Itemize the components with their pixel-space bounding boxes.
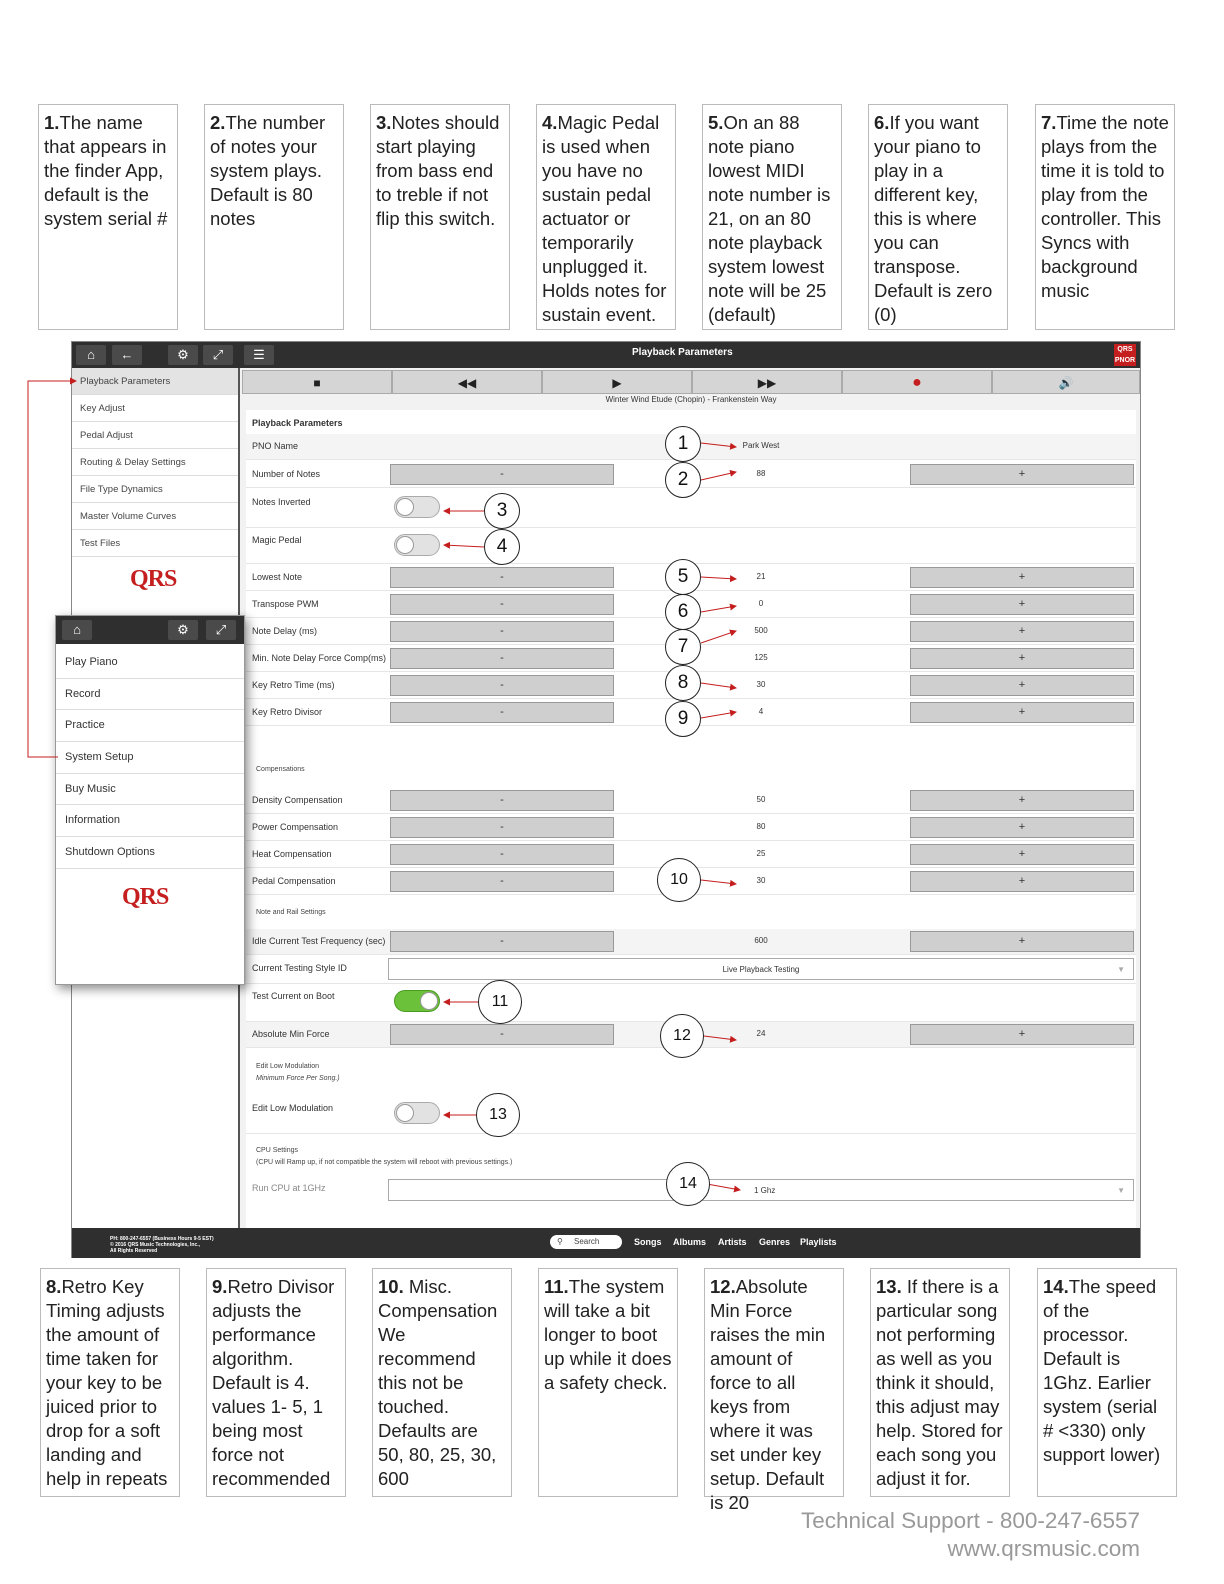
edit-low-subheader: Minimum Force Per Song.) <box>256 1075 340 1082</box>
callout-8: 8 <box>665 665 701 701</box>
increment-button[interactable]: + <box>910 648 1134 669</box>
row-label: Min. Note Delay Force Comp(ms) <box>252 653 387 663</box>
increment-button[interactable]: + <box>910 931 1134 952</box>
pno-name-label: PNO Name <box>252 441 299 451</box>
sidebar-item-key-adjust[interactable]: Key Adjust <box>72 395 238 422</box>
note-7: 7.Time the note plays from the time it is told to play from the controller. This Syncs with background music <box>1035 104 1175 330</box>
nav-playlists[interactable]: Playlists <box>800 1237 837 1247</box>
menu-item-information[interactable]: Information <box>56 805 244 837</box>
test-current-boot-toggle[interactable] <box>394 990 440 1012</box>
increment-button[interactable]: + <box>910 1024 1134 1045</box>
chevron-down-icon: ▼ <box>1117 965 1125 974</box>
menu-item-record[interactable]: Record <box>56 679 244 711</box>
note-1: 1.The name that appears in the finder App, default is the system serial # <box>38 104 178 330</box>
decrement-button[interactable]: - <box>390 594 614 615</box>
search-icon: ⚲ <box>557 1237 563 1246</box>
row-value: 125 <box>754 653 768 662</box>
increment-button[interactable]: + <box>910 621 1134 642</box>
row-label: Test Current on Boot <box>252 991 335 1001</box>
note-3: 3.Notes should start playing from bass end to treble if not flip this switch. <box>370 104 510 330</box>
callout-9: 9 <box>665 701 701 737</box>
sidebar-item-file-type[interactable]: File Type Dynamics <box>72 476 238 503</box>
cpu-subheader: (CPU will Ramp up, if not compatible the system will reboot with previous settings.) <box>256 1159 513 1166</box>
magic-pedal-toggle[interactable] <box>394 534 440 556</box>
row-value: 24 <box>756 1029 766 1038</box>
search-placeholder: Search <box>574 1237 600 1246</box>
callout-3: 3 <box>484 493 520 529</box>
edit-low-modulation-row <box>246 1096 1136 1134</box>
support-website[interactable]: www.qrsmusic.com <box>947 1536 1140 1561</box>
home-icon[interactable]: ⌂ <box>76 345 106 365</box>
callout-10: 10 <box>657 858 701 902</box>
select-value: Live Playback Testing <box>722 965 800 974</box>
gear-icon[interactable]: ⚙ <box>168 345 198 365</box>
testing-style-row <box>246 956 1136 984</box>
top-toolbar <box>72 342 1140 368</box>
main-content <box>242 368 1140 1228</box>
nav-artists[interactable]: Artists <box>718 1237 747 1247</box>
increment-button[interactable]: + <box>910 871 1134 892</box>
cpu-select[interactable] <box>388 1179 1134 1201</box>
row-label: Edit Low Modulation <box>252 1103 334 1113</box>
nav-genres[interactable]: Genres <box>759 1237 791 1247</box>
callout-2: 2 <box>665 462 701 498</box>
callout-5: 5 <box>665 559 701 595</box>
cpu-header: CPU Settings <box>256 1147 299 1154</box>
decrement-button[interactable]: - <box>390 464 614 485</box>
callout-13: 13 <box>476 1093 520 1137</box>
row-label: Number of Notes <box>252 469 321 479</box>
row-label: Magic Pedal <box>252 535 302 545</box>
play-button[interactable]: ▶ <box>542 370 692 394</box>
note-5: 5.On an 88 note piano lowest MIDI note number is 21, on an 80 note playback system lowest note will be 25 (default) <box>702 104 842 330</box>
footer-contact <box>110 1236 214 1254</box>
footer-line: All Rights Reserved <box>110 1248 158 1254</box>
bottom-nav <box>72 1228 1140 1258</box>
fast-forward-button[interactable]: ▶▶ <box>692 370 842 394</box>
increment-button[interactable]: + <box>910 567 1134 588</box>
stop-button[interactable]: ■ <box>242 370 392 394</box>
gear-icon[interactable]: ⚙ <box>168 620 198 640</box>
row-label: Density Compensation <box>252 795 343 805</box>
decrement-button[interactable]: - <box>390 817 614 838</box>
row-value: 600 <box>754 936 768 945</box>
menu-item-practice[interactable]: Practice <box>56 710 244 742</box>
decrement-button[interactable]: - <box>390 931 614 952</box>
idle-current-row <box>246 929 1136 955</box>
menu-item-buy-music[interactable]: Buy Music <box>56 774 244 806</box>
note-8: 8.Retro Key Timing adjusts the amount of time taken for your key to be juiced prior to drop for a soft landing and help in repeats <box>40 1268 180 1497</box>
row-value: 30 <box>756 680 766 689</box>
row-label: Lowest Note <box>252 572 303 582</box>
edit-low-header: Edit Low Modulation <box>256 1063 320 1070</box>
nav-albums[interactable]: Albums <box>673 1237 707 1247</box>
parameters-panel <box>246 410 1136 1228</box>
row-label: Absolute Min Force <box>252 1029 330 1039</box>
row-label: Notes Inverted <box>252 497 311 507</box>
sidebar-item-volume-curves[interactable]: Master Volume Curves <box>72 503 238 530</box>
callout-6: 6 <box>665 594 701 630</box>
increment-button[interactable]: + <box>910 790 1134 811</box>
technical-support <box>800 1507 1140 1563</box>
callout-12: 12 <box>660 1014 704 1058</box>
song-title: Winter Wind Etude (Chopin) - Frankenstein Way <box>605 395 777 404</box>
callout-1: 1 <box>665 426 701 462</box>
decrement-button[interactable]: - <box>390 790 614 811</box>
callout-7: 7 <box>665 629 701 665</box>
decrement-button[interactable]: - <box>390 844 614 865</box>
record-button[interactable]: ● <box>842 370 992 394</box>
note-12: 12.Absolute Min Force raises the min amount of force to all keys from where it was set under key setup. Default is 20 <box>704 1268 844 1497</box>
row-value: 500 <box>754 626 768 635</box>
decrement-button[interactable]: - <box>390 675 614 696</box>
menu-icon[interactable]: ☰ <box>244 345 274 365</box>
row-value: 80 <box>756 822 766 831</box>
increment-button[interactable]: + <box>910 594 1134 615</box>
row-label: Idle Current Test Frequency (sec) <box>252 936 386 946</box>
notes-inverted-toggle[interactable] <box>394 496 440 518</box>
decrement-button[interactable]: - <box>390 648 614 669</box>
note-4: 4.Magic Pedal is used when you have no sustain pedal actuator or temporarily unplugged it. Holds notes for sustain event. <box>536 104 676 330</box>
row-value: 4 <box>758 707 764 716</box>
sidebar-item-routing[interactable]: Routing & Delay Settings <box>72 449 238 476</box>
popup-toolbar <box>56 616 244 644</box>
compensations-header: Compensations <box>256 766 305 773</box>
fullscreen-icon[interactable]: ⤢ <box>206 620 236 640</box>
row-label: Run CPU at 1GHz <box>252 1183 326 1193</box>
row-label: Heat Compensation <box>252 849 332 859</box>
qrs-logo: QRS <box>130 566 177 592</box>
select-value: 1 Ghz <box>754 1186 776 1195</box>
home-icon[interactable]: ⌂ <box>62 620 92 640</box>
decrement-button[interactable]: - <box>390 702 614 723</box>
pno-name-value[interactable]: Park West <box>742 441 780 450</box>
note-13: 13. If there is a particular song not performing as well as you think it should, this adjust may help. Stored for each song you adjust it for. <box>870 1268 1010 1497</box>
app-title: Playback Parameters <box>632 347 733 358</box>
density-compensation-row <box>246 788 1136 814</box>
edit-low-modulation-toggle[interactable] <box>394 1102 440 1124</box>
rewind-button[interactable]: ◀◀ <box>392 370 542 394</box>
callout-14: 14 <box>666 1162 710 1206</box>
callout-4: 4 <box>484 529 520 565</box>
nav-songs[interactable]: Songs <box>634 1237 662 1247</box>
decrement-button[interactable]: - <box>390 871 614 892</box>
callout-11: 11 <box>478 980 522 1024</box>
back-icon[interactable]: ← <box>112 345 142 365</box>
increment-button[interactable]: + <box>910 464 1134 485</box>
chevron-down-icon: ▼ <box>1117 1186 1125 1195</box>
decrement-button[interactable]: - <box>390 1024 614 1045</box>
row-label: Key Retro Divisor <box>252 707 323 717</box>
row-label: Key Retro Time (ms) <box>252 680 335 690</box>
brand-badge: QRS PNOR <box>1114 346 1136 364</box>
main-menu-popup <box>55 615 245 985</box>
decrement-button[interactable]: - <box>390 567 614 588</box>
increment-button[interactable]: + <box>910 817 1134 838</box>
row-value: 88 <box>756 469 766 478</box>
transport-bar <box>242 370 1140 396</box>
row-value: 0 <box>758 599 764 608</box>
increment-button[interactable]: + <box>910 675 1134 696</box>
power-compensation-row <box>246 815 1136 841</box>
increment-button[interactable]: + <box>910 844 1134 865</box>
note-6: 6.If you want your piano to play in a different key, this is where you can transpose. Default is zero (0) <box>868 104 1008 330</box>
note-10: 10. Misc. Compensation We recommend this not be touched. Defaults are 50, 80, 25, 30, 600 <box>372 1268 512 1497</box>
sidebar-item-pedal-adjust[interactable]: Pedal Adjust <box>72 422 238 449</box>
section-title: Playback Parameters <box>252 418 343 428</box>
increment-button[interactable]: + <box>910 702 1134 723</box>
note-rail-header: Note and Rail Settings <box>256 909 326 916</box>
support-phone: Technical Support - 800-247-6557 <box>801 1508 1140 1533</box>
note-14: 14.The speed of the processor. Default is 1Ghz. Earlier system (serial # <330) only support lower) <box>1037 1268 1177 1497</box>
row-label: Power Compensation <box>252 822 339 832</box>
testing-style-select[interactable] <box>388 958 1134 980</box>
decrement-button[interactable]: - <box>390 621 614 642</box>
magic-pedal-row <box>246 528 1136 564</box>
sidebar-item-test-files[interactable]: Test Files <box>72 530 238 557</box>
sidebar-item-playback-parameters[interactable]: Playback Parameters <box>72 368 238 395</box>
note-9: 9.Retro Divisor adjusts the performance algorithm. Default is 4. values 1- 5, 1 being most force not recommended <box>206 1268 346 1497</box>
menu-item-system-setup[interactable]: System Setup <box>56 742 244 774</box>
row-value: 50 <box>756 795 766 804</box>
note-11: 11.The system will take a bit longer to boot up while it does a safety check. <box>538 1268 678 1497</box>
row-label: Transpose PWM <box>252 599 319 609</box>
row-label: Pedal Compensation <box>252 876 336 886</box>
note-2: 2.The number of notes your system plays. Default is 80 notes <box>204 104 344 330</box>
menu-item-shutdown[interactable]: Shutdown Options <box>56 837 244 869</box>
menu-item-play-piano[interactable]: Play Piano <box>56 647 244 679</box>
row-label: Note Delay (ms) <box>252 626 318 636</box>
search-input[interactable] <box>550 1235 622 1249</box>
volume-button[interactable]: 🔊 <box>992 370 1140 394</box>
row-label: Current Testing Style ID <box>252 963 347 973</box>
row-value: 25 <box>756 849 766 858</box>
qrs-logo: QRS <box>122 884 169 910</box>
footer-line: © 2016 QRS Music Technologies, Inc., <box>110 1242 201 1248</box>
fullscreen-icon[interactable]: ⤢ <box>203 345 233 365</box>
footer-line: PH: 800-247-6557 (Business Hours 9-5 EST) <box>110 1236 214 1242</box>
row-value: 30 <box>756 876 766 885</box>
row-value: 21 <box>756 572 766 581</box>
